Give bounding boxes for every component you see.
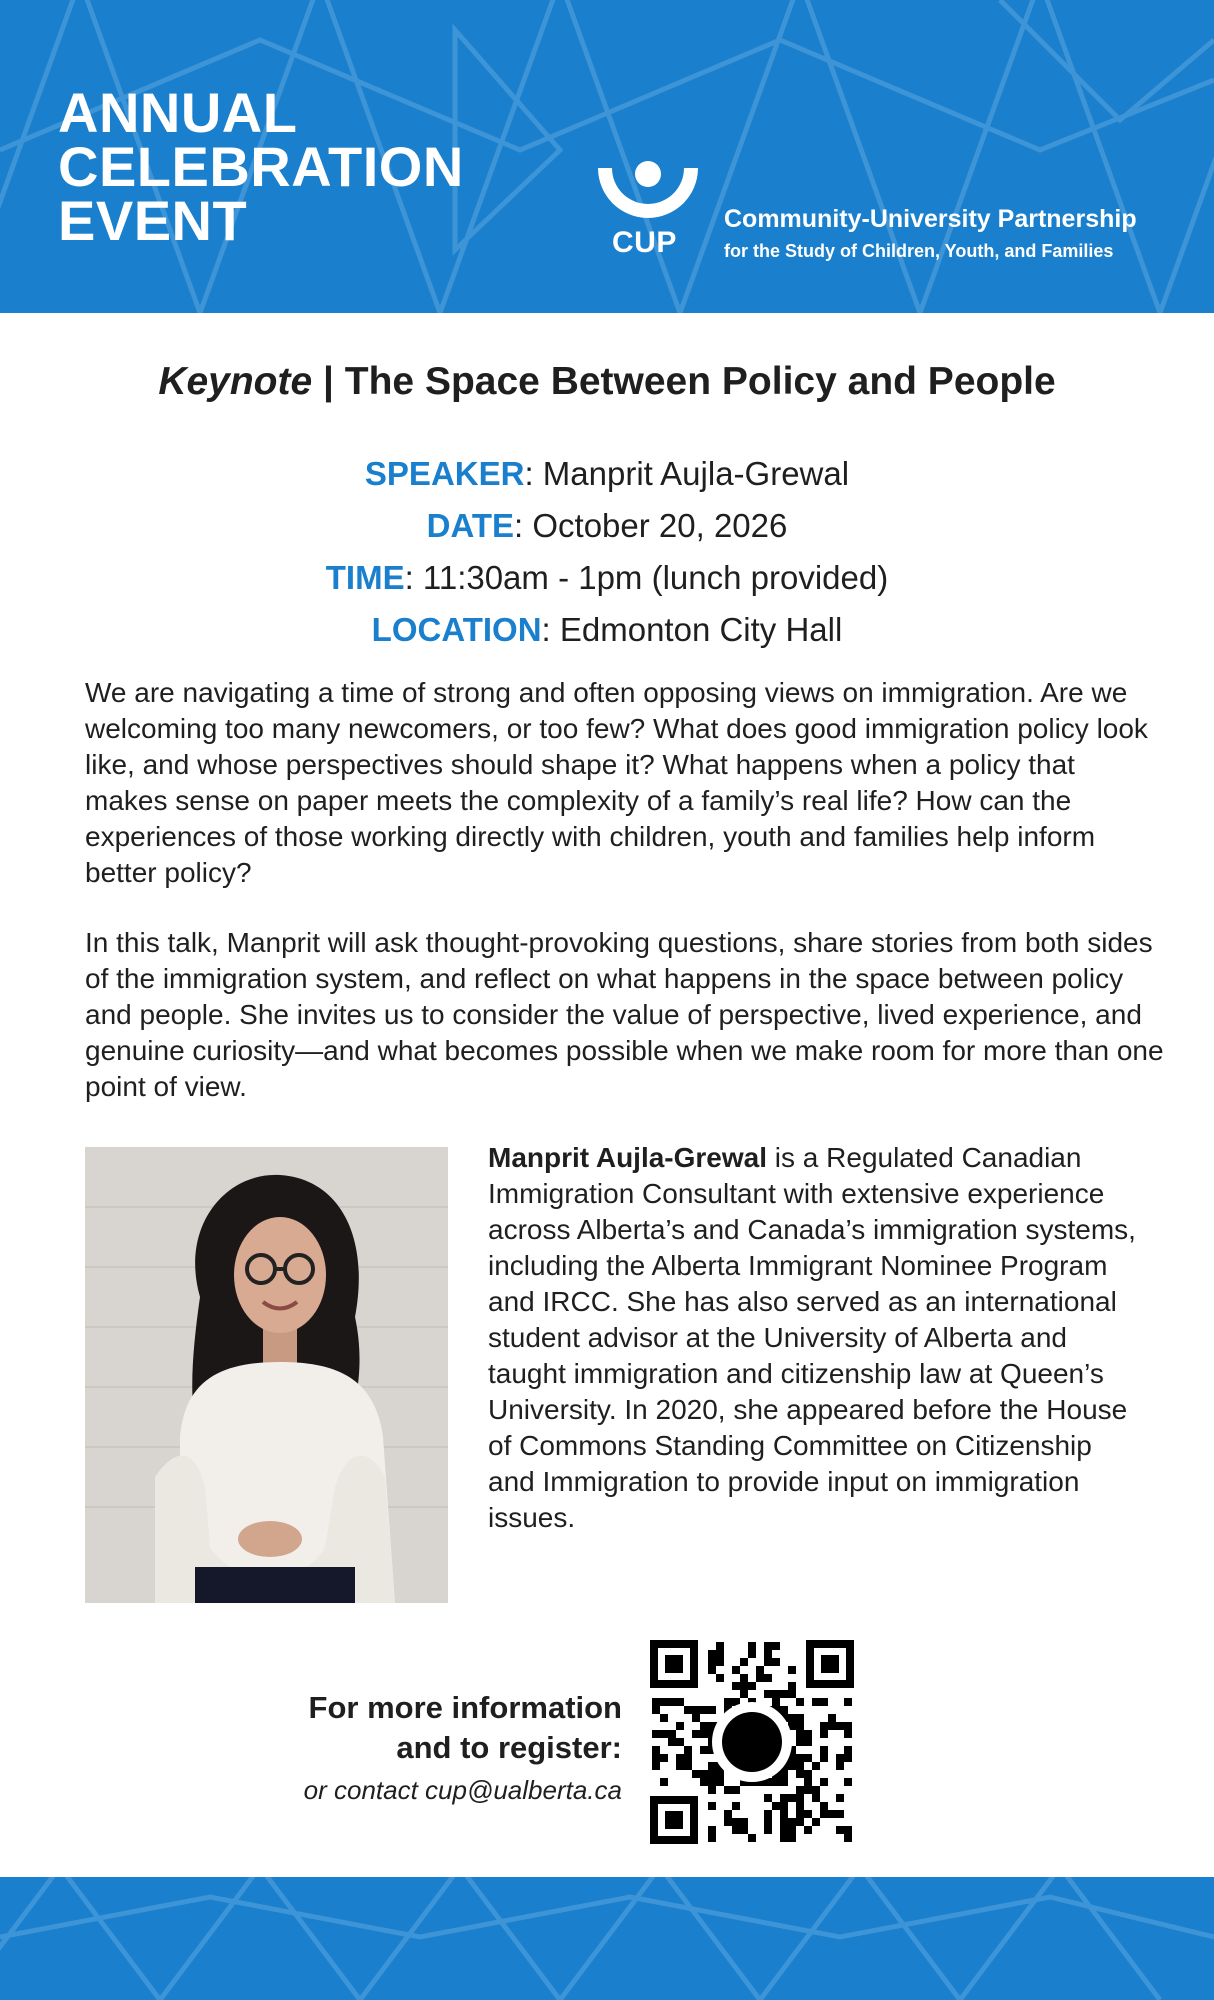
intro-paragraph: We are navigating a time of strong and often opposing views on immigration. Are we welcoming too many newcomers, or too few? What does good immigration policy look like, and whose perspectives should shape it? What happens when a policy that makes sense on paper meets the complexity of a family’s real life? How can the experiences of those working directly with children, youth and families help inform better policy? [85,677,1148,888]
qr-module [700,1706,708,1714]
qr-module [780,1826,788,1834]
qr-module [764,1650,772,1658]
bio-name: Manprit Aujla-Grewal [488,1142,768,1173]
qr-module [716,1770,724,1778]
qr-module [716,1778,724,1786]
qr-module [732,1802,740,1810]
qr-module [692,1706,700,1714]
keynote-separator: | [312,360,345,403]
qr-module [740,1682,748,1690]
header-banner [0,0,1214,313]
qr-module [788,1682,796,1690]
qr-module [828,1722,836,1730]
qr-module [820,1778,828,1786]
qr-module [748,1834,756,1842]
qr-module [772,1778,780,1786]
qr-module [796,1698,804,1706]
qr-module [812,1818,820,1826]
qr-module [828,1810,836,1818]
qr-module [716,1658,724,1666]
qr-module [756,1674,764,1682]
qr-module [732,1818,740,1826]
qr-module [780,1794,788,1802]
qr-module [788,1826,796,1834]
qr-module [652,1746,660,1754]
qr-module [836,1754,844,1762]
qr-module [772,1698,780,1706]
qr-module [708,1762,716,1770]
qr-module [692,1770,700,1778]
qr-module [668,1698,676,1706]
qr-module [836,1722,844,1730]
detail-label: SPEAKER [364,455,525,492]
qr-module [780,1690,788,1698]
logo-abbreviation: CUP [612,226,677,259]
qr-module [660,1754,668,1762]
detail-value: : October 20, 2026 [514,507,788,544]
qr-module [844,1778,852,1786]
qr-module [732,1682,740,1690]
qr-code-icon[interactable] [650,1640,854,1844]
qr-module [668,1738,676,1746]
qr-module [684,1762,692,1770]
qr-module [700,1730,708,1738]
qr-module [788,1794,796,1802]
qr-module [796,1762,804,1770]
qr-module [796,1770,804,1778]
qr-module [708,1834,716,1842]
qr-module [796,1818,804,1826]
qr-module [764,1674,772,1682]
qr-module [812,1762,820,1770]
qr-module [788,1762,796,1770]
qr-module [652,1730,660,1738]
qr-module [724,1810,732,1818]
qr-module [772,1658,780,1666]
qr-module [796,1786,804,1794]
qr-module [820,1810,828,1818]
qr-module [820,1746,828,1754]
qr-module [676,1762,684,1770]
org-name: Community-University Partnership [724,205,1137,233]
qr-module [740,1690,748,1698]
detail-speaker [0,448,1214,500]
qr-module [780,1778,788,1786]
qr-module [676,1698,684,1706]
qr-module [676,1754,684,1762]
qr-module [804,1754,812,1762]
detail-date [0,500,1214,552]
qr-module [796,1730,804,1738]
bio-text: is a Regulated Canadian Immigration Consultant with extensive experience across Alberta’s and Canada’s immigration systems, including the Alberta Immigrant Nominee Program and IRCC. She has also served as an international student advisor at the University of Alberta and taught immigration and citizenship law at Queen’s University. In 2020, she appeared before the House of Commons Standing Committee on Citizenship and Immigration to provide input on immigration issues. [488,1142,1136,1533]
qr-module [676,1738,684,1746]
qr-module [724,1818,732,1826]
qr-module [764,1690,772,1698]
qr-module [796,1810,804,1818]
qr-module [844,1730,852,1738]
contact-email[interactable]: or contact cup@ualberta.ca [303,1775,622,1805]
qr-module [844,1722,852,1730]
detail-value: : Manprit Aujla-Grewal [524,455,850,492]
qr-module [708,1802,716,1810]
qr-module [660,1778,668,1786]
footer-banner [0,1877,1214,2000]
qr-module [772,1690,780,1698]
qr-module [684,1706,692,1714]
qr-module [708,1666,716,1674]
qr-module [828,1714,836,1722]
qr-module [692,1714,700,1722]
detail-value: : 11:30am - 1pm (lunch provided) [404,559,889,596]
qr-module [700,1722,708,1730]
register-cta [200,1688,622,1810]
qr-module [732,1826,740,1834]
qr-module [708,1658,716,1666]
triangle-pattern [0,1877,1214,2000]
qr-module [844,1698,852,1706]
qr-module [804,1730,812,1738]
qr-module [804,1778,812,1786]
qr-module [764,1642,772,1650]
qr-module [780,1810,788,1818]
qr-module [708,1786,716,1794]
qr-module [748,1650,756,1658]
detail-time [0,552,1214,604]
qr-module [668,1730,676,1738]
qr-module [780,1706,788,1714]
qr-module [748,1642,756,1650]
qr-module [836,1794,844,1802]
qr-module [804,1786,812,1794]
qr-module [740,1658,748,1666]
qr-module [820,1698,828,1706]
speaker-bio [488,1140,1138,1536]
qr-module [716,1674,724,1682]
qr-module [820,1730,828,1738]
talk-paragraph: In this talk, Manprit will ask thought-provoking questions, share stories from both sides of the immigration system, and reflect on what happens in the space between policy and people. She invites us to consider the value of perspective, lived experience, and genuine curiosity—and what becomes possible when we make room for more than one point of view. [85,927,1164,1102]
qr-module [684,1746,692,1754]
qr-module [708,1778,716,1786]
qr-module [788,1818,796,1826]
detail-label: TIME [325,559,405,596]
qr-module [780,1818,788,1826]
detail-location [0,604,1214,656]
qr-module [708,1650,716,1658]
qr-module [764,1810,772,1818]
qr-module [716,1650,724,1658]
qr-module [652,1706,660,1714]
qr-module [700,1770,708,1778]
qr-module [716,1642,724,1650]
qr-module [732,1786,740,1794]
qr-module [660,1730,668,1738]
qr-module [740,1674,748,1682]
qr-module [844,1746,852,1754]
qr-module [788,1834,796,1842]
qr-module [844,1754,852,1762]
detail-label: DATE [426,507,515,544]
qr-module [820,1722,828,1730]
qr-module [820,1754,828,1762]
qr-module [812,1786,820,1794]
qr-module [684,1754,692,1762]
qr-module [764,1826,772,1834]
qr-module [772,1802,780,1810]
qr-module [796,1714,804,1722]
detail-label: LOCATION [371,611,542,648]
qr-module [772,1642,780,1650]
qr-module [844,1834,852,1842]
qr-module [740,1826,748,1834]
qr-module [804,1810,812,1818]
qr-module [732,1666,740,1674]
qr-module [748,1682,756,1690]
qr-module [692,1730,700,1738]
qr-module [756,1666,764,1674]
event-title: ANNUAL CELEBRATION EVENT [58,81,464,252]
qr-module [724,1698,732,1706]
cta-line-2: and to register: [396,1730,622,1765]
qr-module [652,1698,660,1706]
qr-module [764,1658,772,1666]
qr-module [700,1746,708,1754]
qr-module [836,1810,844,1818]
qr-module [708,1826,716,1834]
keynote-label: Keynote [158,360,313,403]
qr-module [676,1722,684,1730]
qr-module [788,1666,796,1674]
qr-module [764,1794,772,1802]
speaker-photo [85,1147,448,1603]
qr-module [796,1794,804,1802]
keynote-title: The Space Between Policy and People [344,360,1056,403]
qr-module [780,1834,788,1842]
keynote-heading [0,360,1214,404]
qr-module [740,1818,748,1826]
qr-module [812,1794,820,1802]
cta-line-1: For more information [308,1690,622,1725]
qr-module [820,1802,828,1810]
qr-module [796,1738,804,1746]
qr-module [652,1762,660,1770]
qr-module [700,1778,708,1786]
qr-module [812,1698,820,1706]
qr-module [724,1786,732,1794]
event-details [0,448,1214,656]
qr-module [804,1770,812,1778]
qr-module [660,1698,668,1706]
qr-module [844,1826,852,1834]
qr-module [836,1762,844,1770]
qr-module [708,1706,716,1714]
qr-module [780,1770,788,1778]
detail-value: : Edmonton City Hall [541,611,843,648]
qr-module [780,1802,788,1810]
qr-module [660,1714,668,1722]
qr-module [764,1818,772,1826]
qr-module [836,1826,844,1834]
qr-module [804,1738,812,1746]
qr-module [796,1802,804,1810]
org-subtitle: for the Study of Children, Youth, and Families [724,241,1114,261]
qr-module [652,1754,660,1762]
qr-module [796,1754,804,1762]
qr-module [788,1714,796,1722]
qr-module [804,1826,812,1834]
qr-module [708,1770,716,1778]
qr-module [796,1722,804,1730]
qr-module [788,1690,796,1698]
